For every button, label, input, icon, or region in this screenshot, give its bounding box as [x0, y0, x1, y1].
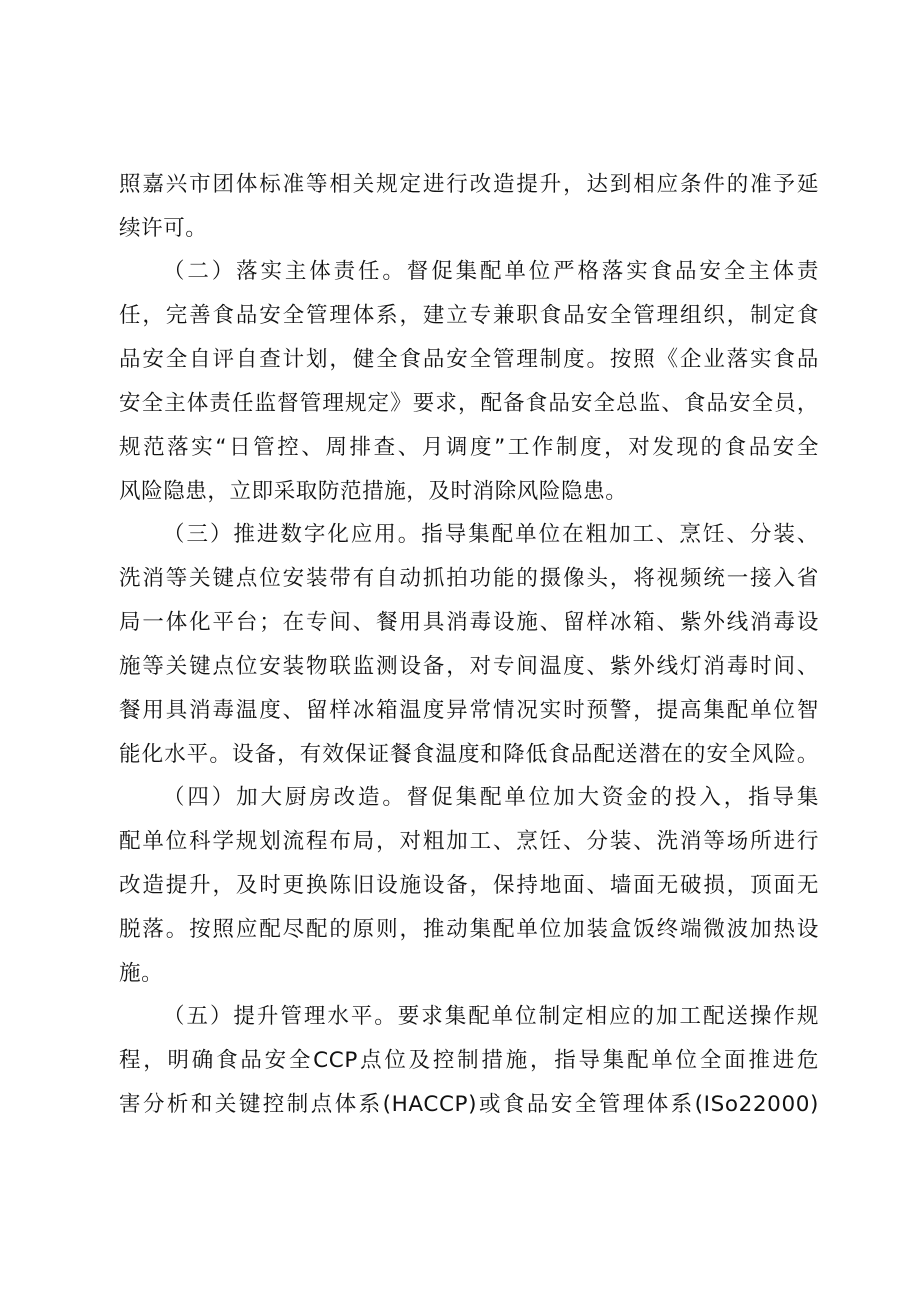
text-line: 脱落。按照应配尽配的原则，推动集配单位加装盒饭终端微波加热设: [119, 917, 819, 942]
text-line: 配单位科学规划流程布局，对粗加工、烹饪、分装、洗消等场所进行: [119, 829, 819, 854]
text-line: 改造提升，及时更换陈旧设施设备，保持地面、墙面无破损，顶面无: [119, 873, 819, 898]
text-line: 程，明确食品安全CCP点位及控制措施，指导集配单位全面推进危: [119, 1048, 819, 1073]
text-line: 照嘉兴市团体标准等相关规定进行改造提升，达到相应条件的准予延: [119, 172, 819, 197]
text-line: 续许可。: [119, 216, 208, 241]
text-line: 任，完善食品安全管理体系，建立专兼职食品安全管理组织，制定食: [119, 303, 819, 328]
text-line: 风险隐患，立即采取防范措施，及时消除风险隐患。: [119, 479, 628, 504]
text-line: 施。: [119, 961, 164, 986]
text-line: 施等关键点位安装物联监测设备，对专间温度、紫外线灯消毒时间、: [119, 654, 819, 679]
text-line: 洗消等关键点位安装带有自动抓拍功能的摄像头，将视频统一接入省: [119, 566, 819, 591]
text-line: 安全主体责任监督管理规定》要求，配备食品安全总监、食品安全员，: [119, 391, 819, 416]
section-heading-4: （四）加大厨房改造。督促集配单位加大资金的投入，指导集: [163, 785, 819, 810]
section-heading-5: （五）提升管理水平。要求集配单位制定相应的加工配送操作规: [163, 1004, 819, 1029]
section-heading-3: （三）推进数字化应用。指导集配单位在粗加工、烹饪、分装、: [163, 522, 819, 547]
text-line: 餐用具消毒温度、留样冰箱温度异常情况实时预警，提高集配单位智: [119, 698, 819, 723]
text-line: 品安全自评自查计划，健全食品安全管理制度。按照《企业落实食品: [119, 347, 819, 372]
section-heading-2: （二）落实主体责任。督促集配单位严格落实食品安全主体责: [163, 259, 819, 284]
text-line: 能化水平。设备，有效保证餐食温度和降低食品配送潜在的安全风险。: [119, 742, 819, 767]
text-line: 局一体化平台；在专间、餐用具消毒设施、留样冰箱、紫外线消毒设: [119, 610, 819, 635]
text-line: 害分析和关键控制点体系(HACCP)或食品安全管理体系(ISo22000): [119, 1092, 819, 1117]
text-line: 规范落实“日管控、周排查、月调度”工作制度，对发现的食品安全: [119, 435, 819, 460]
